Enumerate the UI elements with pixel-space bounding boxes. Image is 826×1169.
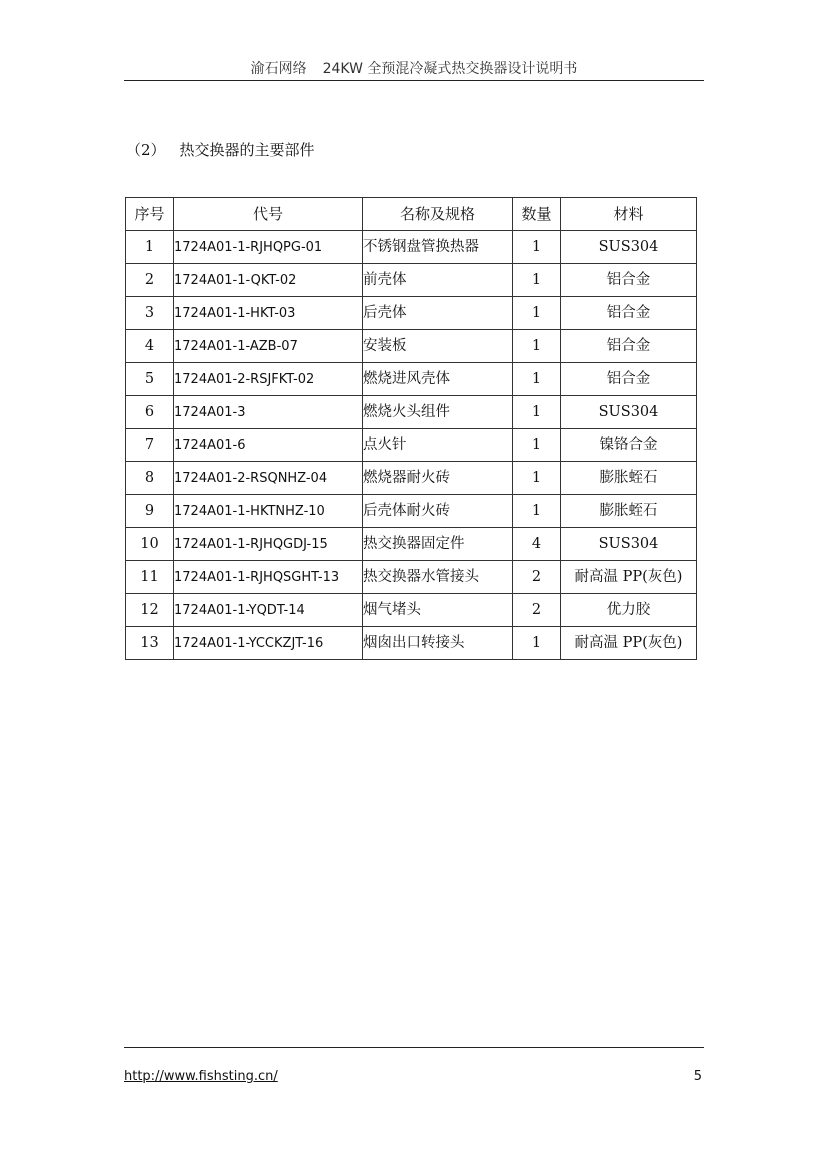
cell-qty: 1 <box>513 297 561 330</box>
table-header-row <box>126 198 697 231</box>
cell-seq: 8 <box>126 462 174 495</box>
cell-name: 燃烧进风壳体 <box>363 363 513 396</box>
table-row <box>126 561 697 594</box>
footer-link[interactable]: http://www.fishsting.cn/ <box>124 1069 278 1084</box>
cell-qty: 4 <box>513 528 561 561</box>
cell-material: 膨胀蛭石 <box>561 495 697 528</box>
table-row <box>126 297 697 330</box>
cell-qty: 1 <box>513 429 561 462</box>
cell-seq: 1 <box>126 231 174 264</box>
cell-qty: 1 <box>513 495 561 528</box>
cell-material: 铝合金 <box>561 363 697 396</box>
cell-code: 1724A01-1-YQDT-14 <box>174 594 363 627</box>
cell-code: 1724A01-6 <box>174 429 363 462</box>
cell-qty: 1 <box>513 330 561 363</box>
table-row <box>126 396 697 429</box>
header-code: 代号 <box>174 198 363 231</box>
cell-material: SUS304 <box>561 396 697 429</box>
header-name: 名称及规格 <box>363 198 513 231</box>
cell-qty: 1 <box>513 231 561 264</box>
header-doc-title: 24KW 全预混冷凝式热交换器设计说明书 <box>322 61 578 77</box>
cell-code: 1724A01-1-HKT-03 <box>174 297 363 330</box>
table-row <box>126 231 697 264</box>
page-header <box>124 58 704 78</box>
cell-seq: 7 <box>126 429 174 462</box>
cell-name: 后壳体耐火砖 <box>363 495 513 528</box>
cell-qty: 1 <box>513 264 561 297</box>
cell-material: 耐高温 PP(灰色) <box>561 627 697 660</box>
page-number: 5 <box>693 1069 702 1084</box>
parts-table <box>125 197 697 660</box>
table-row <box>126 594 697 627</box>
cell-seq: 11 <box>126 561 174 594</box>
table-row <box>126 264 697 297</box>
cell-name: 烟气堵头 <box>363 594 513 627</box>
cell-code: 1724A01-1-RJHQPG-01 <box>174 231 363 264</box>
cell-code: 1724A01-1-RJHQSGHT-13 <box>174 561 363 594</box>
cell-code: 1724A01-1-HKTNHZ-10 <box>174 495 363 528</box>
cell-seq: 5 <box>126 363 174 396</box>
cell-name: 安装板 <box>363 330 513 363</box>
table-row <box>126 363 697 396</box>
section-heading <box>126 139 315 160</box>
cell-material: 膨胀蛭石 <box>561 462 697 495</box>
cell-qty: 1 <box>513 396 561 429</box>
cell-code: 1724A01-1-RJHQGDJ-15 <box>174 528 363 561</box>
cell-code: 1724A01-1-YCCKZJT-16 <box>174 627 363 660</box>
table-row <box>126 495 697 528</box>
cell-material: 铝合金 <box>561 330 697 363</box>
cell-qty: 1 <box>513 363 561 396</box>
cell-name: 烟囱出口转接头 <box>363 627 513 660</box>
cell-seq: 13 <box>126 627 174 660</box>
cell-material: SUS304 <box>561 231 697 264</box>
cell-name: 热交换器水管接头 <box>363 561 513 594</box>
table-row <box>126 429 697 462</box>
cell-seq: 4 <box>126 330 174 363</box>
cell-qty: 2 <box>513 594 561 627</box>
cell-name: 前壳体 <box>363 264 513 297</box>
cell-seq: 10 <box>126 528 174 561</box>
cell-code: 1724A01-2-RSJFKT-02 <box>174 363 363 396</box>
cell-material: SUS304 <box>561 528 697 561</box>
section-title: 热交换器的主要部件 <box>179 141 315 159</box>
cell-material: 镍铬合金 <box>561 429 697 462</box>
cell-qty: 2 <box>513 561 561 594</box>
cell-name: 燃烧火头组件 <box>363 396 513 429</box>
cell-seq: 2 <box>126 264 174 297</box>
cell-seq: 3 <box>126 297 174 330</box>
cell-code: 1724A01-1-AZB-07 <box>174 330 363 363</box>
cell-name: 不锈钢盘管换热器 <box>363 231 513 264</box>
cell-qty: 1 <box>513 627 561 660</box>
cell-seq: 9 <box>126 495 174 528</box>
cell-name: 点火针 <box>363 429 513 462</box>
section-number: （2） <box>126 141 166 159</box>
cell-qty: 1 <box>513 462 561 495</box>
header-org: 渝石网络 <box>250 61 307 77</box>
cell-name: 燃烧器耐火砖 <box>363 462 513 495</box>
table-row <box>126 627 697 660</box>
cell-material: 铝合金 <box>561 297 697 330</box>
cell-material: 耐高温 PP(灰色) <box>561 561 697 594</box>
cell-material: 优力胶 <box>561 594 697 627</box>
footer-divider <box>124 1047 704 1048</box>
header-divider <box>124 80 704 81</box>
header-qty: 数量 <box>513 198 561 231</box>
cell-name: 热交换器固定件 <box>363 528 513 561</box>
table-row <box>126 462 697 495</box>
cell-seq: 12 <box>126 594 174 627</box>
cell-code: 1724A01-1-QKT-02 <box>174 264 363 297</box>
cell-code: 1724A01-2-RSQNHZ-04 <box>174 462 363 495</box>
table-row <box>126 528 697 561</box>
header-seq: 序号 <box>126 198 174 231</box>
header-material: 材料 <box>561 198 697 231</box>
cell-material: 铝合金 <box>561 264 697 297</box>
cell-seq: 6 <box>126 396 174 429</box>
cell-code: 1724A01-3 <box>174 396 363 429</box>
table-row <box>126 330 697 363</box>
cell-name: 后壳体 <box>363 297 513 330</box>
